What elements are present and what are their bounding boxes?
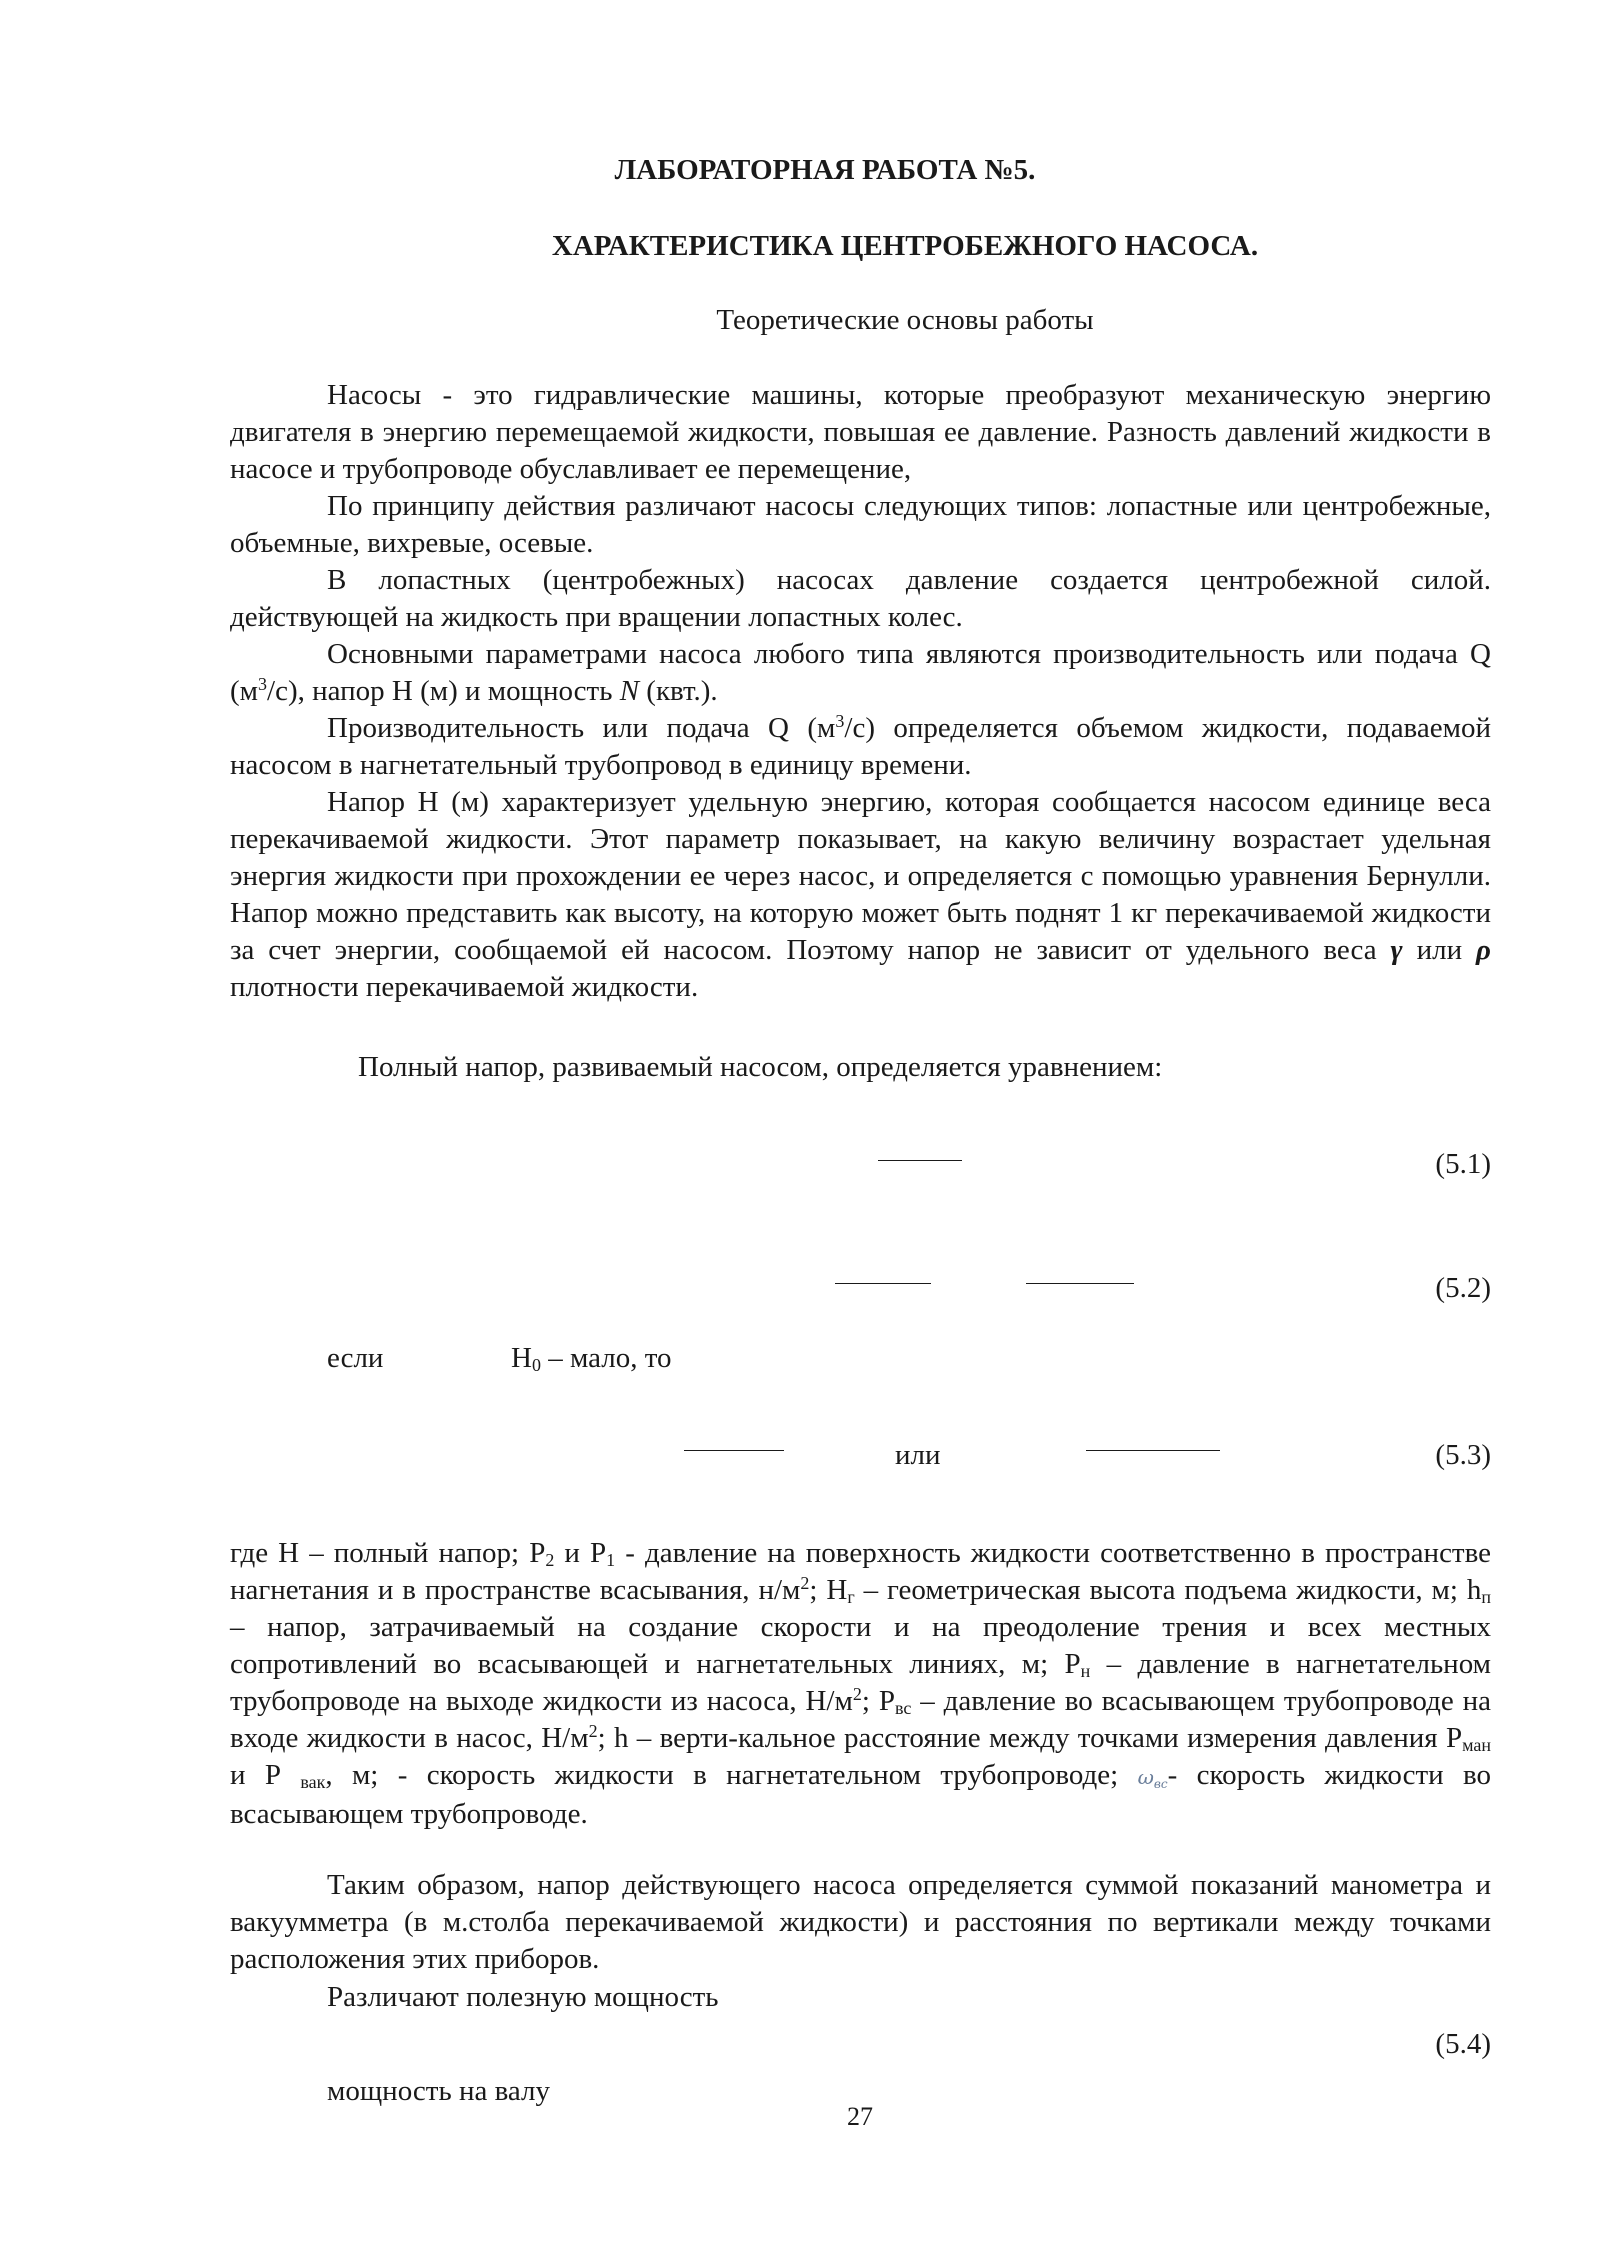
fraction-bar: [835, 1283, 931, 1284]
text-fragment: ; h – верти-кальное расстояние между точками измерения давления Р: [597, 1722, 1463, 1754]
text-fragment: Основными параметрами насоса любого типа являются производительность или подача Q (м: [230, 638, 1491, 707]
paragraph-head-summary: Таким образом, напор действующего насоса определяется суммой показаний манометра и вакуумметра (в м.столба перекачиваемой жидкости) и расстояния по вертикали между точками расположения этих приборов.: [230, 1869, 1491, 1975]
lab-title: ЛАБОРАТОРНАЯ РАБОТА №5.: [614, 154, 1036, 186]
subscript: п: [1481, 1587, 1492, 1607]
superscript: 3: [835, 711, 845, 731]
text-fragment: – давление в нагнетательном трубопроводе на выходе жидкости из насоса, Н/м: [230, 1648, 1491, 1717]
or-word: или: [895, 1439, 941, 1471]
text-fragment: – геометрическая высота подъема жидкости, м; h: [854, 1574, 1482, 1606]
subscript: вак: [300, 1772, 326, 1792]
omega-symbol: [1138, 1765, 1168, 1789]
subscript: н: [1080, 1661, 1091, 1681]
text-fragment: – давление во всасывающем трубопроводе на входе жидкости в насос, Н/м: [230, 1685, 1492, 1754]
subscript: 2: [545, 1550, 555, 1570]
condition-line: [327, 1340, 672, 1377]
text-fragment: ; Н: [809, 1574, 848, 1606]
superscript: 2: [852, 1684, 862, 1704]
text-fragment: (квт.).: [639, 675, 718, 707]
superscript: 2: [800, 1573, 810, 1593]
fraction-bar: [878, 1160, 962, 1161]
lab-subject-title: ХАРАКТЕРИСТИКА ЦЕНТРОБЕЖНОГО НАСОСА.: [551, 230, 1259, 262]
paragraph-main-parameters: [230, 636, 1491, 710]
paragraph-pumps-definition: Насосы - это гидравлические машины, которые преобразуют механическую энергию двигателя в энергию перемещаемой жидкости, повышая ее давление. Разность давлений жидкости в насосе и трубопроводе обуславливает ее перемещение,: [230, 379, 1491, 485]
symbol-gamma: γ: [1390, 934, 1403, 966]
superscript: 2: [588, 1721, 598, 1741]
symbol-rho: ρ: [1476, 934, 1491, 966]
omega-letter: ω: [1137, 1765, 1154, 1789]
text-fragment: ; Р: [861, 1685, 895, 1717]
subscript: вс: [894, 1698, 912, 1718]
text-fragment: Производительность или подача Q (м: [327, 712, 836, 744]
paragraph-pump-types: По принципу действия различают насосы следующих типов: лопастные или центробежные, объемные, вихревые, осевые.: [230, 490, 1491, 559]
text-fragment: – мало, то: [540, 1342, 672, 1374]
subscript: г: [847, 1587, 855, 1607]
subscript: 0: [531, 1355, 541, 1375]
symbol-n: N: [619, 675, 640, 707]
fraction-bar: [684, 1450, 784, 1451]
paragraph-where-definitions: [230, 1535, 1491, 1833]
subscript: ман: [1462, 1735, 1491, 1755]
section-subtitle: Теоретические основы работы: [716, 304, 1094, 336]
text-fragment: Напор Н (м) характеризует удельную энергию, которая сообщается насосом единице веса перекачиваемой жидкости. Этот параметр показывает, на какую величину возрастает удельная энергия жидкости при прохождении ее через насос, и определяется с помощью уравнения Бернулли. Напор можно представить как высоту, на которую может быть поднят 1 кг перекачиваемой жидкости за счет энергии, сообщаемой ей насосом. Поэтому напор не зависит от удельного веса: [230, 786, 1491, 966]
text-fragment: или: [1402, 934, 1477, 966]
text-fragment: и Р: [554, 1537, 607, 1569]
paragraph-flow-rate: [230, 710, 1491, 784]
text-fragment: , м; - скорость жидкости в нагнетательном трубопроводе;: [325, 1759, 1138, 1791]
theory-text-block: [230, 377, 1491, 1006]
text-fragment: - скорость жидкости во всасывающем трубопроводе.: [230, 1759, 1491, 1830]
h0-symbol: H: [511, 1342, 532, 1374]
text-fragment: где Н – полный напор; Р: [230, 1537, 546, 1569]
text-fragment: – напор, затрачиваемый на создание скорости и на преодоление трения и всех местных сопротивлений во всасывающей и нагнетательных линиях, м; Р: [230, 1611, 1491, 1680]
conclusion-block: [230, 1867, 1491, 1978]
paragraph-head: [230, 784, 1491, 1006]
text-fragment: /с) определяется объемом жидкости, подаваемой насосом в нагнетательный трубопровод в единицу времени.: [230, 712, 1491, 781]
text-fragment: /с), напор Н (м) и мощность: [267, 675, 620, 707]
equation-number: (5.4): [1435, 2028, 1491, 2060]
equation-number: (5.1): [1435, 1148, 1491, 1180]
definitions-block: [230, 1535, 1491, 1833]
equation-number: (5.3): [1435, 1439, 1491, 1471]
text-fragment: плотности перекачиваемой жидкости.: [230, 971, 699, 1003]
page-number: 27: [847, 2102, 873, 2131]
subscript: вс: [1153, 1777, 1168, 1791]
text-fragment: - давление на поверхность жидкости соответственно в пространстве нагнетания и в пространстве всасывания, н/м: [230, 1537, 1492, 1606]
subscript: 1: [606, 1550, 616, 1570]
equation-number: (5.2): [1435, 1272, 1491, 1304]
fraction-bar: [1086, 1450, 1220, 1451]
shaft-power-line: мощность на валу: [327, 2075, 550, 2107]
if-word: если: [327, 1342, 384, 1374]
fraction-bar: [1026, 1283, 1134, 1284]
paragraph-full-head: Полный напор, развиваемый насосом, определяется уравнением:: [358, 1051, 1163, 1083]
h0-condition: [511, 1340, 672, 1377]
useful-power-line: Различают полезную мощность: [327, 1981, 719, 2013]
text-fragment: и Р: [230, 1759, 301, 1791]
superscript: 3: [258, 674, 268, 694]
paragraph-centrifugal: В лопастных (центробежных) насосах давление создается центробежной силой. действующей на жидкость при вращении лопастных колес.: [230, 564, 1491, 633]
